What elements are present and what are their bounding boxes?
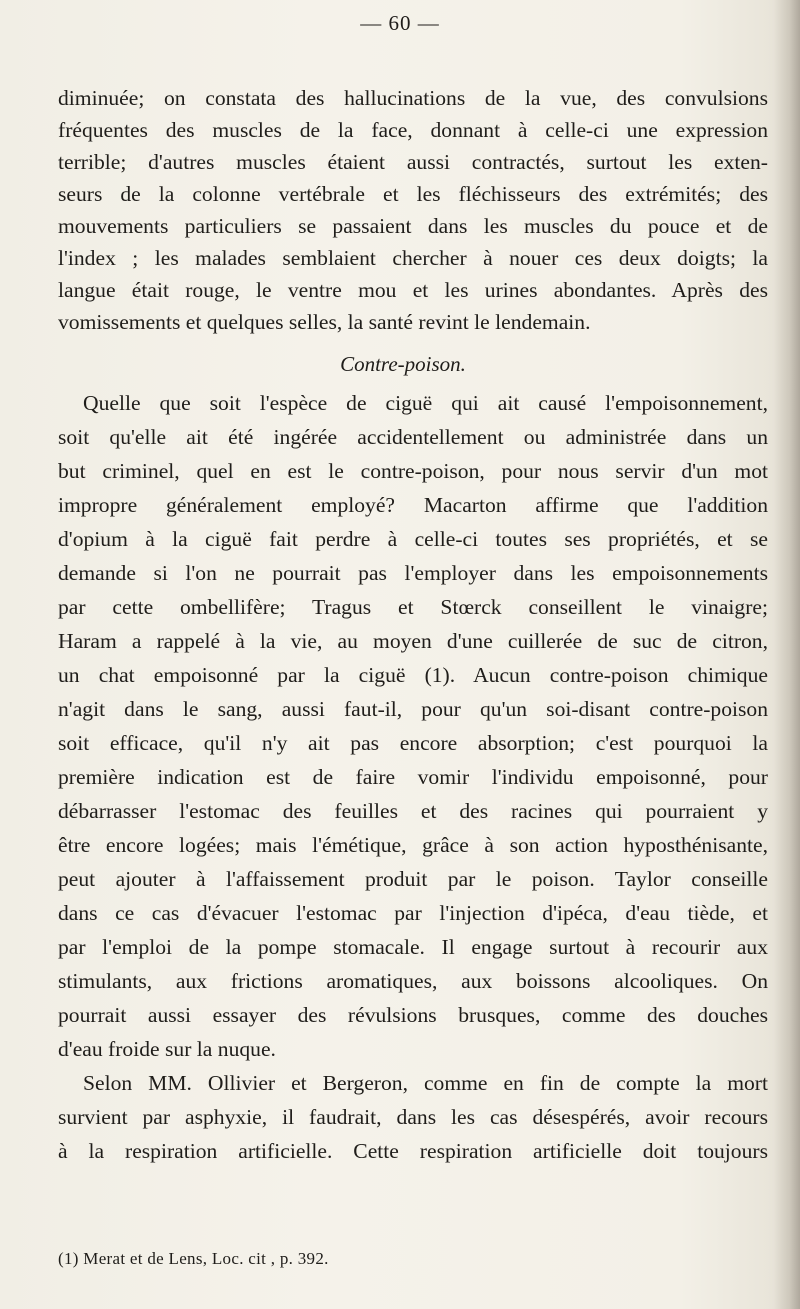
text-line: Quelle que soit l'espèce de ciguë qui ait causé l'empoisonnement, [83, 391, 768, 415]
text-line: Selon MM. Ollivier et Bergeron, comme en fin de compte la mort [83, 1071, 768, 1095]
body-text [58, 82, 768, 1168]
text-line: soit efficace, qu'il n'y ait pas encore absorption; c'est pourquoi la [58, 731, 768, 755]
footnote: (1) Merat et de Lens, Loc. cit , p. 392. [58, 1249, 329, 1268]
text-line: un chat empoisonné par la ciguë (1). Aucun contre-poison chimique [58, 663, 768, 687]
text-line: d'opium à la ciguë fait perdre à celle-ci toutes ses propriétés, et se [58, 527, 768, 551]
text-line: par l'emploi de la pompe stomacale. Il engage surtout à recourir aux [58, 935, 768, 959]
text-line: Haram a rappelé à la vie, au moyen d'une cuillerée de suc de citron, [58, 629, 768, 653]
text-line: n'agit dans le sang, aussi faut-il, pour qu'un soi-disant contre-poison [58, 697, 768, 721]
text-line: stimulants, aux frictions aromatiques, aux boissons alcooliques. On [58, 969, 768, 993]
text-line: l'index ; les malades semblaient chercher à nouer ces deux doigts; la [58, 246, 768, 270]
text-line: première indication est de faire vomir l'individu empoisonné, pour [58, 765, 768, 789]
text-line: vomissements et quelques selles, la santé revint le lendemain. [58, 310, 591, 334]
text-line: mouvements particuliers se passaient dans les muscles du pouce et de [58, 214, 768, 238]
section-heading: Contre-poison. [340, 352, 466, 376]
text-line: soit qu'elle ait été ingérée accidentellement ou administrée dans un [58, 425, 768, 449]
text-line: peut ajouter à l'affaissement produit par le poison. Taylor conseille [58, 867, 768, 891]
page-edge-shadow [774, 0, 800, 1309]
text-line: dans ce cas d'évacuer l'estomac par l'injection d'ipéca, d'eau tiède, et [58, 901, 768, 925]
text-line: diminuée; on constata des hallucinations de la vue, des convulsions [58, 86, 768, 110]
text-line: survient par asphyxie, il faudrait, dans les cas désespérés, avoir recours [58, 1105, 768, 1129]
text-line: but criminel, quel en est le contre-poison, pour nous servir d'un mot [58, 459, 768, 483]
text-line: débarrasser l'estomac des feuilles et des racines qui pourraient y [58, 799, 768, 823]
paragraph-2 [58, 386, 768, 1066]
text-line: seurs de la colonne vertébrale et les fléchisseurs des extrémités; des [58, 182, 768, 206]
page-number: — 60 — [360, 11, 440, 35]
text-line: terrible; d'autres muscles étaient aussi contractés, surtout les exten- [58, 150, 768, 174]
paragraph-1 [58, 82, 768, 338]
text-line: être encore logées; mais l'émétique, grâce à son action hyposthénisante, [58, 833, 768, 857]
text-line: à la respiration artificielle. Cette respiration artificielle doit toujours [58, 1139, 768, 1163]
text-line: pourrait aussi essayer des révulsions brusques, comme des douches [58, 1003, 768, 1027]
text-line: langue était rouge, le ventre mou et les urines abondantes. Après des [58, 278, 768, 302]
text-line: par cette ombellifère; Tragus et Stœrck conseillent le vinaigre; [58, 595, 768, 619]
text-line: fréquentes des muscles de la face, donnant à celle-ci une expression [58, 118, 768, 142]
text-line: impropre généralement employé? Macarton affirme que l'addition [58, 493, 768, 517]
text-line: d'eau froide sur la nuque. [58, 1037, 276, 1061]
text-line: demande si l'on ne pourrait pas l'employer dans les empoisonnements [58, 561, 768, 585]
paragraph-3 [58, 1066, 768, 1168]
